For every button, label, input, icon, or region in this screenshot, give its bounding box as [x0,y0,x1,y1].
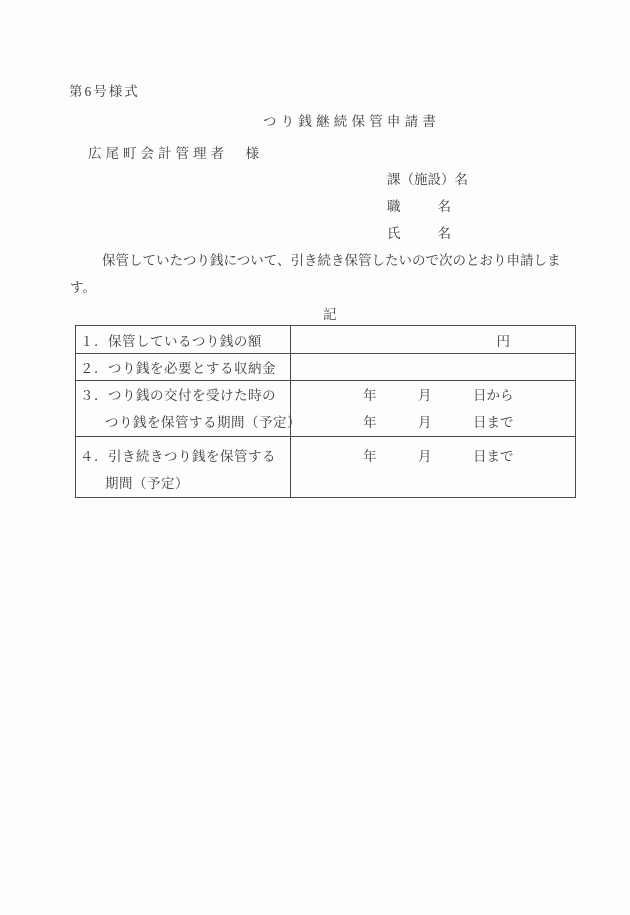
table-row-extended-period [76,437,576,498]
addressee-line: 広尾町会計管理者 様 [88,146,263,161]
row3-label-line1: ３．つり銭の交付を受けた時の [80,388,276,403]
document-title: つり銭継続保管申請書 [263,114,440,129]
month-label: 月 [418,388,432,403]
department-name-label: 課（施設）名 [387,172,468,187]
body-paragraph-line-1: 保管していたつり銭について、引き続き保管したいので次のとおり申請しま [102,253,561,268]
list-heading: 記 [323,307,337,322]
row4-label-line1: ４．引き続きつり銭を保管する [80,449,276,464]
row3-label [76,381,301,437]
day-until-label: 日まで [473,449,514,464]
row4-label-line2: 期間（予定） [105,476,189,491]
row3-label-line2: つり銭を保管する期間（予定） [105,415,301,430]
date-line-until [291,409,575,436]
position-name-label: 職 名 [387,199,451,214]
table-row-revenue-type [76,354,576,381]
yen-unit-label: 円 [496,333,510,349]
year-label: 年 [363,449,377,464]
table-row-change-amount [76,326,576,354]
body-paragraph-line-2: す。 [70,280,96,295]
year-label: 年 [363,388,377,403]
row4-date-field [291,437,576,498]
month-label: 月 [418,415,432,430]
date-line-until [291,443,575,470]
row4-label [76,437,291,498]
date-line-from [291,382,575,409]
row1-label: １．保管しているつり銭の額 [76,326,291,354]
day-until-label: 日まで [473,415,514,430]
row2-label: ２．つり銭を必要とする収納金 [76,354,291,381]
day-from-label: 日から [473,388,514,403]
year-label: 年 [363,415,377,430]
application-table [75,325,576,498]
row3-date-field [291,381,576,437]
row2-value-field [291,354,576,381]
row1-amount-field [291,326,576,354]
form-number-label: 第6号様式 [69,84,140,99]
month-label: 月 [418,449,432,464]
table-row-original-period [76,381,576,437]
person-name-label: 氏 名 [387,226,451,241]
